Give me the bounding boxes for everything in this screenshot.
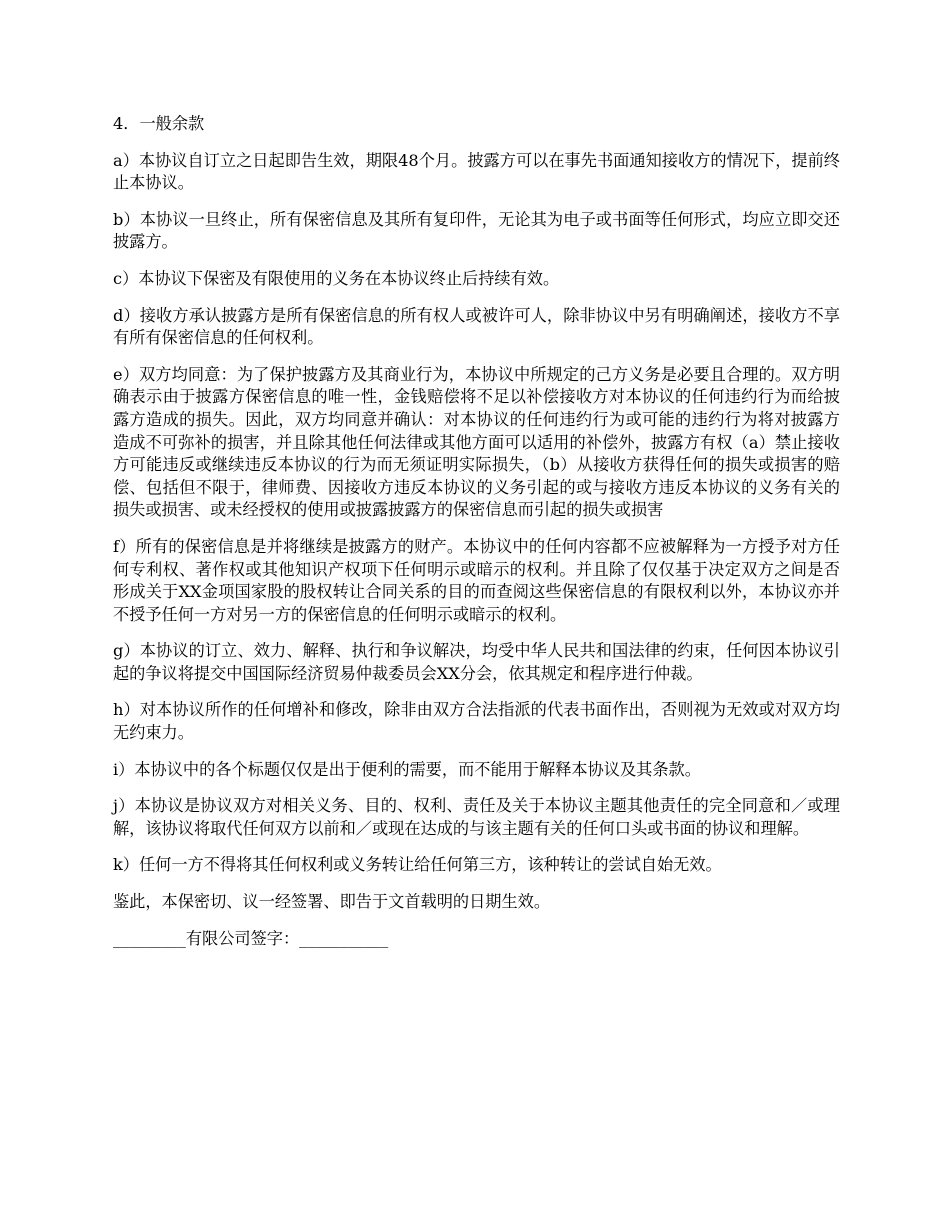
clause-a: a）本协议自订立之日起即告生效，期限48个月。披露方可以在事先书面通知接收方的情况下，提前终止本协议。: [113, 150, 840, 193]
clause-k: k）任何一方不得将其任何权利或义务转让给任何第三方，该种转让的尝试自始无效。: [113, 855, 722, 875]
clause-b: b）本协议一旦终止，所有保密信息及其所有复印件，无论其为电子或书面等任何形式，均应立即交还披露方。: [113, 209, 840, 252]
clause-g: g）本协议的订立、效力、解释、执行和争议解决，均受中华人民共和国法律的约束，任何因本协议引起的争议将提交中国国际经济贸易仲裁委员会XX分会，依其规定和程序进行仲裁。: [113, 641, 840, 683]
clause-d: d）接收方承认披露方是所有保密信息的所有权人或被许可人，除非协议中另有明确阐述，接收方不享有所有保密信息的任何权利。: [113, 305, 840, 348]
clause-i: i）本协议中的各个标题仅仅是出于便利的需要，而不能用于解释本协议及其条款。: [113, 759, 701, 779]
clause-f: f）所有的保密信息是并将继续是披露方的财产。本协议中的任何内容都不应被解释为一方授予对方任何专利权、著作权或其他知识产权项下任何明示或暗示的权利。并且除了仅仅基于决定双方之间是否形成关于XX金项国家股的股权转让合同关系的目的而查阅这些保密信息的有限权利以外，本协议亦并不授予任何一方对另一方的保密信息的任何明示或暗示的权利。: [113, 536, 840, 624]
signature-line: _________有限公司签字：___________: [113, 928, 389, 948]
clause-j: j）本协议是协议双方对相关义务、目的、权利、责任及关于本协议主题其他责任的完全同意和／或理解，该协议将取代任何双方以前和／或现在达成的与该主题有关的任何口头或书面的协议和理解。: [113, 796, 840, 838]
closing-statement: 鉴此，本保密切、议一经签署、即告于文首载明的日期生效。: [113, 892, 551, 912]
clause-c: c）本协议下保密及有限使用的义务在本协议终止后持续有效。: [113, 268, 560, 288]
section-heading: 4．一般余款: [113, 114, 205, 133]
document-page: [113, 113, 840, 950]
clause-h: h）对本协议所作的任何增补和修改，除非由双方合法指派的代表书面作出，否则视为无效或对双方均无约束力。: [113, 700, 840, 743]
clause-e: e）双方均同意：为了保护披露方及其商业行为，本协议中所规定的己方义务是必要且合理的。双方明确表示由于披露方保密信息的唯一性，金钱赔偿将不足以补偿接收方对本协议的任何违约行为而给披露方造成的损失。因此，双方均同意并确认：对本协议的任何违约行为或可能的违约行为将对披露方造成不可弥补的损害，并且除其他任何法律或其他方面可以适用的补偿外，披露方有权（a）禁止接收方可能违反或继续违反本协议的行为而无须证明实际损失，（b）从接收方获得任何的损失或损害的赔偿、包括但不限于，律师费、因接收方违反本协议的义务引起的或与接收方违反本协议的义务有关的损失或损害、或未经授权的使用或披露披露方的保密信息而引起的损失或损害: [113, 364, 840, 520]
